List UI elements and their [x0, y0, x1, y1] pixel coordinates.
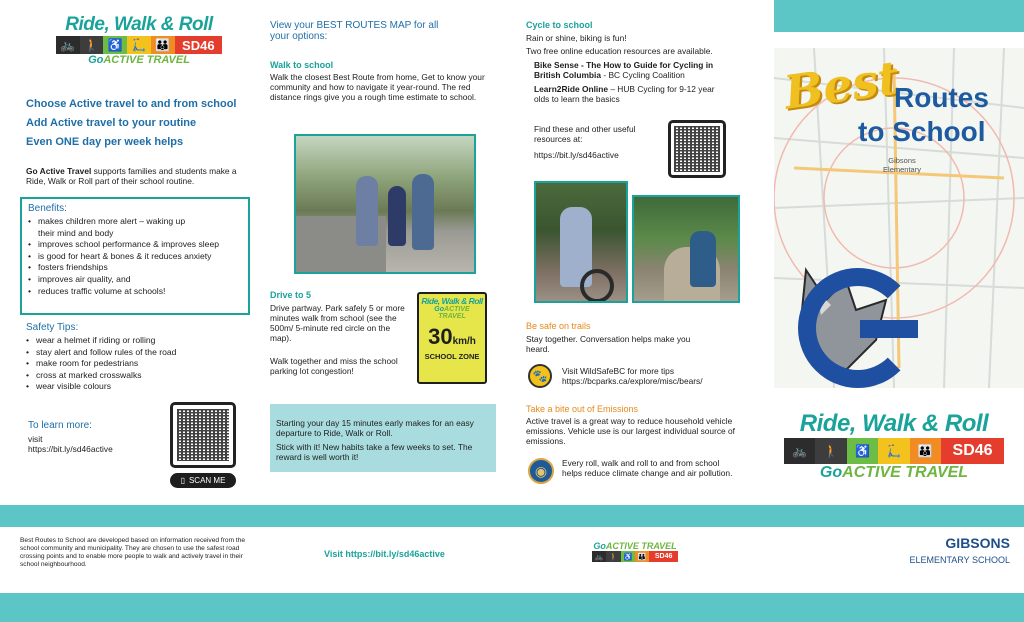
- footer-go-active: GoACTIVE TRAVEL: [593, 541, 677, 551]
- bike-icon: 🚲: [592, 551, 606, 562]
- walking-photo: [294, 134, 476, 274]
- walk-text: Walk the closest Best Route from home, Get to know your community and how to navigate it year-round. The red distance rings give you a rough time estimate to school.: [270, 72, 485, 102]
- learn-visit: visit: [28, 434, 43, 444]
- benefits-box: [20, 197, 250, 315]
- walk-icon: 🚶: [815, 438, 846, 464]
- cover-panel: [774, 0, 1024, 505]
- benefits-list: [28, 216, 242, 297]
- tip-box: [270, 404, 496, 472]
- school-type: ELEMENTARY SCHOOL: [909, 555, 1010, 565]
- cycle-line-1: Rain or shine, biking is fun!: [526, 33, 627, 43]
- learn-more: [28, 420, 168, 454]
- footer-visit-link[interactable]: Visit https://bit.ly/sd46active: [324, 549, 445, 559]
- bike-icon: 🚲: [784, 438, 815, 464]
- family-icon: 👪: [151, 36, 175, 54]
- safety-list: [26, 335, 252, 393]
- footer: [0, 527, 1024, 593]
- sign-go-active: GoACTIVE TRAVEL: [434, 306, 470, 320]
- sd46-badge: SD46: [175, 36, 222, 54]
- emissions-title: Take a bite out of Emissions: [526, 404, 639, 414]
- cover-go-active: GoACTIVE TRAVEL: [819, 464, 969, 481]
- sign-speed: 30km/h: [428, 324, 476, 349]
- to-school-word: to School: [858, 116, 986, 147]
- wheelchair-icon: ♿: [103, 36, 127, 54]
- sd46-badge: SD46: [649, 551, 678, 562]
- earth-text: Every roll, walk and roll to and from school helps reduce climate change and air pollution.: [562, 458, 733, 478]
- best-word: Best: [780, 50, 903, 120]
- child-rider: [690, 231, 716, 287]
- walk-icon: 🚶: [606, 551, 620, 562]
- find-url[interactable]: https://bit.ly/sd46active: [534, 150, 619, 160]
- list-item: • reduces traffic volume at schools!: [28, 286, 242, 298]
- child-figure: [412, 174, 434, 250]
- list-item: • improves air quality, and: [28, 274, 242, 286]
- cycle-title: Cycle to school: [526, 20, 593, 30]
- phone-icon: ▯: [180, 476, 185, 485]
- footer-logo-strip: [592, 551, 678, 562]
- trails-title: Be safe on trails: [526, 321, 591, 331]
- sign-logo: Ride, Walk & Roll: [421, 296, 483, 306]
- walk-icon: 🚶: [80, 36, 104, 54]
- qr-pattern: [177, 409, 229, 461]
- logo-top-left: [56, 14, 222, 66]
- bike-icon: 🚲: [56, 36, 80, 54]
- scan-me-button[interactable]: ▯ SCAN ME: [170, 473, 236, 488]
- panel-middle-right: [518, 0, 774, 505]
- headlines: [26, 98, 256, 148]
- drive-title: Drive to 5: [270, 290, 312, 300]
- cycle-line-2: Two free online education resources are available.: [526, 46, 713, 56]
- cover-logo: [784, 410, 1004, 482]
- child-figure: [388, 186, 406, 246]
- footer-top-band: [0, 505, 1024, 527]
- list-item: • stay alert and follow rules of the road: [26, 347, 252, 359]
- list-item: • improves school performance & improves sleep: [28, 239, 242, 251]
- scooter-icon: 🛴: [127, 36, 151, 54]
- list-item: • cross at marked crosswalks: [26, 370, 252, 382]
- panel-left: [0, 0, 262, 505]
- intro-text: Go Active Travel supports families and students make a Ride, Walk or Roll part of their school routine.: [26, 166, 237, 186]
- bike-photo-1: [534, 181, 628, 303]
- wheelchair-icon: ♿: [621, 551, 635, 562]
- learn-url[interactable]: https://bit.ly/sd46active: [28, 444, 113, 454]
- map-school-label: Gibsons Elementary: [883, 156, 921, 174]
- bike-photo-2: [632, 195, 740, 303]
- family-icon: 👪: [910, 438, 941, 464]
- g-bar: [860, 320, 918, 338]
- drive-text-1: Drive partway. Park safely 5 or more minutes walk from school (see the 500m/ 5-minute red circle on the map).: [270, 303, 405, 343]
- sd46-badge: SD46: [941, 438, 1004, 464]
- list-item: • wear visible colours: [26, 381, 252, 393]
- resource-2: Learn2Ride Online – HUB Cycling for 9-12 year olds to learn the basics: [534, 84, 715, 104]
- headline-3: Even ONE day per week helps: [26, 136, 184, 148]
- panel-middle-left: [262, 0, 518, 505]
- footer-disclaimer: Best Routes to School are developed based on information received from the school community and municipality. They are chosen to use the safest road crossing points and to enable more people to walk and actively travel in their school neighbourhood.: [20, 537, 246, 568]
- find-text: Find these and other useful resources at:: [534, 124, 636, 144]
- qr-code-1[interactable]: [170, 402, 236, 468]
- cover-ride-walk-roll: Ride, Walk & Roll: [799, 410, 989, 437]
- qr-pattern: [674, 126, 720, 172]
- school-zone-sign: [417, 292, 487, 384]
- wildsafe-text: Visit WildSafeBC for more tips https://bcparks.ca/explore/misc/bears/: [562, 366, 703, 386]
- scooter-icon: 🛴: [878, 438, 909, 464]
- tip-2: Stick with it! New habits take a few weeks to set. The reward is well worth it!: [276, 442, 473, 462]
- family-icon: 👪: [635, 551, 649, 562]
- emissions-text: Active travel is a great way to reduce household vehicle emissions. Vehicle use is our largest individual source of emissions.: [526, 416, 736, 446]
- tip-1: Starting your day 15 minutes early makes for an easy departure to Ride, Walk or Roll.: [276, 418, 474, 438]
- trails-text: Stay together. Conversation helps make you heard.: [526, 334, 691, 354]
- qr-code-2[interactable]: [668, 120, 726, 178]
- go-active-travel: GoACTIVE TRAVEL: [88, 54, 190, 66]
- logo-strip: [56, 36, 222, 54]
- cover-top-band: [774, 0, 1024, 32]
- safety-title: Safety Tips:: [26, 322, 79, 333]
- list-item: • fosters friendships: [28, 262, 242, 274]
- headline-1: Choose Active travel to and from school: [26, 98, 237, 110]
- bike-wheel: [580, 269, 614, 303]
- earth-icon: ◉: [528, 458, 554, 484]
- safety-section: [26, 322, 252, 393]
- headline-2: Add Active travel to your routine: [26, 117, 197, 129]
- benefits-title: Benefits:: [28, 203, 67, 214]
- cover-logo-strip: [784, 438, 1004, 464]
- footer-bottom-band: [0, 593, 1024, 622]
- bear-paw-icon: 🐾: [528, 364, 552, 388]
- footer-logo: [592, 541, 678, 562]
- list-item: • wear a helmet if riding or rolling: [26, 335, 252, 347]
- school-name: GIBSONS: [945, 535, 1010, 551]
- list-item: • makes children more alert – waking up their mind and body: [28, 216, 198, 239]
- walk-title: Walk to school: [270, 60, 334, 70]
- wheelchair-icon: ♿: [847, 438, 878, 464]
- list-item: • make room for pedestrians: [26, 358, 252, 370]
- best-routes-heading: View your BEST ROUTES MAP for all your options:: [270, 20, 439, 42]
- list-item: • is good for heart & bones & it reduces anxiety: [28, 251, 242, 263]
- drive-text-2: Walk together and miss the school parking lot congestion!: [270, 356, 398, 376]
- logo-ride-walk-roll: Ride, Walk & Roll: [65, 14, 213, 35]
- resource-1: Bike Sense - The How to Guide for Cycling in British Columbia - BC Cycling Coalition: [534, 60, 714, 80]
- learn-title: To learn more:: [28, 420, 92, 431]
- sign-school-zone: SCHOOL ZONE: [424, 352, 480, 361]
- routes-word: Routes: [894, 82, 989, 113]
- child-figure: [356, 176, 378, 246]
